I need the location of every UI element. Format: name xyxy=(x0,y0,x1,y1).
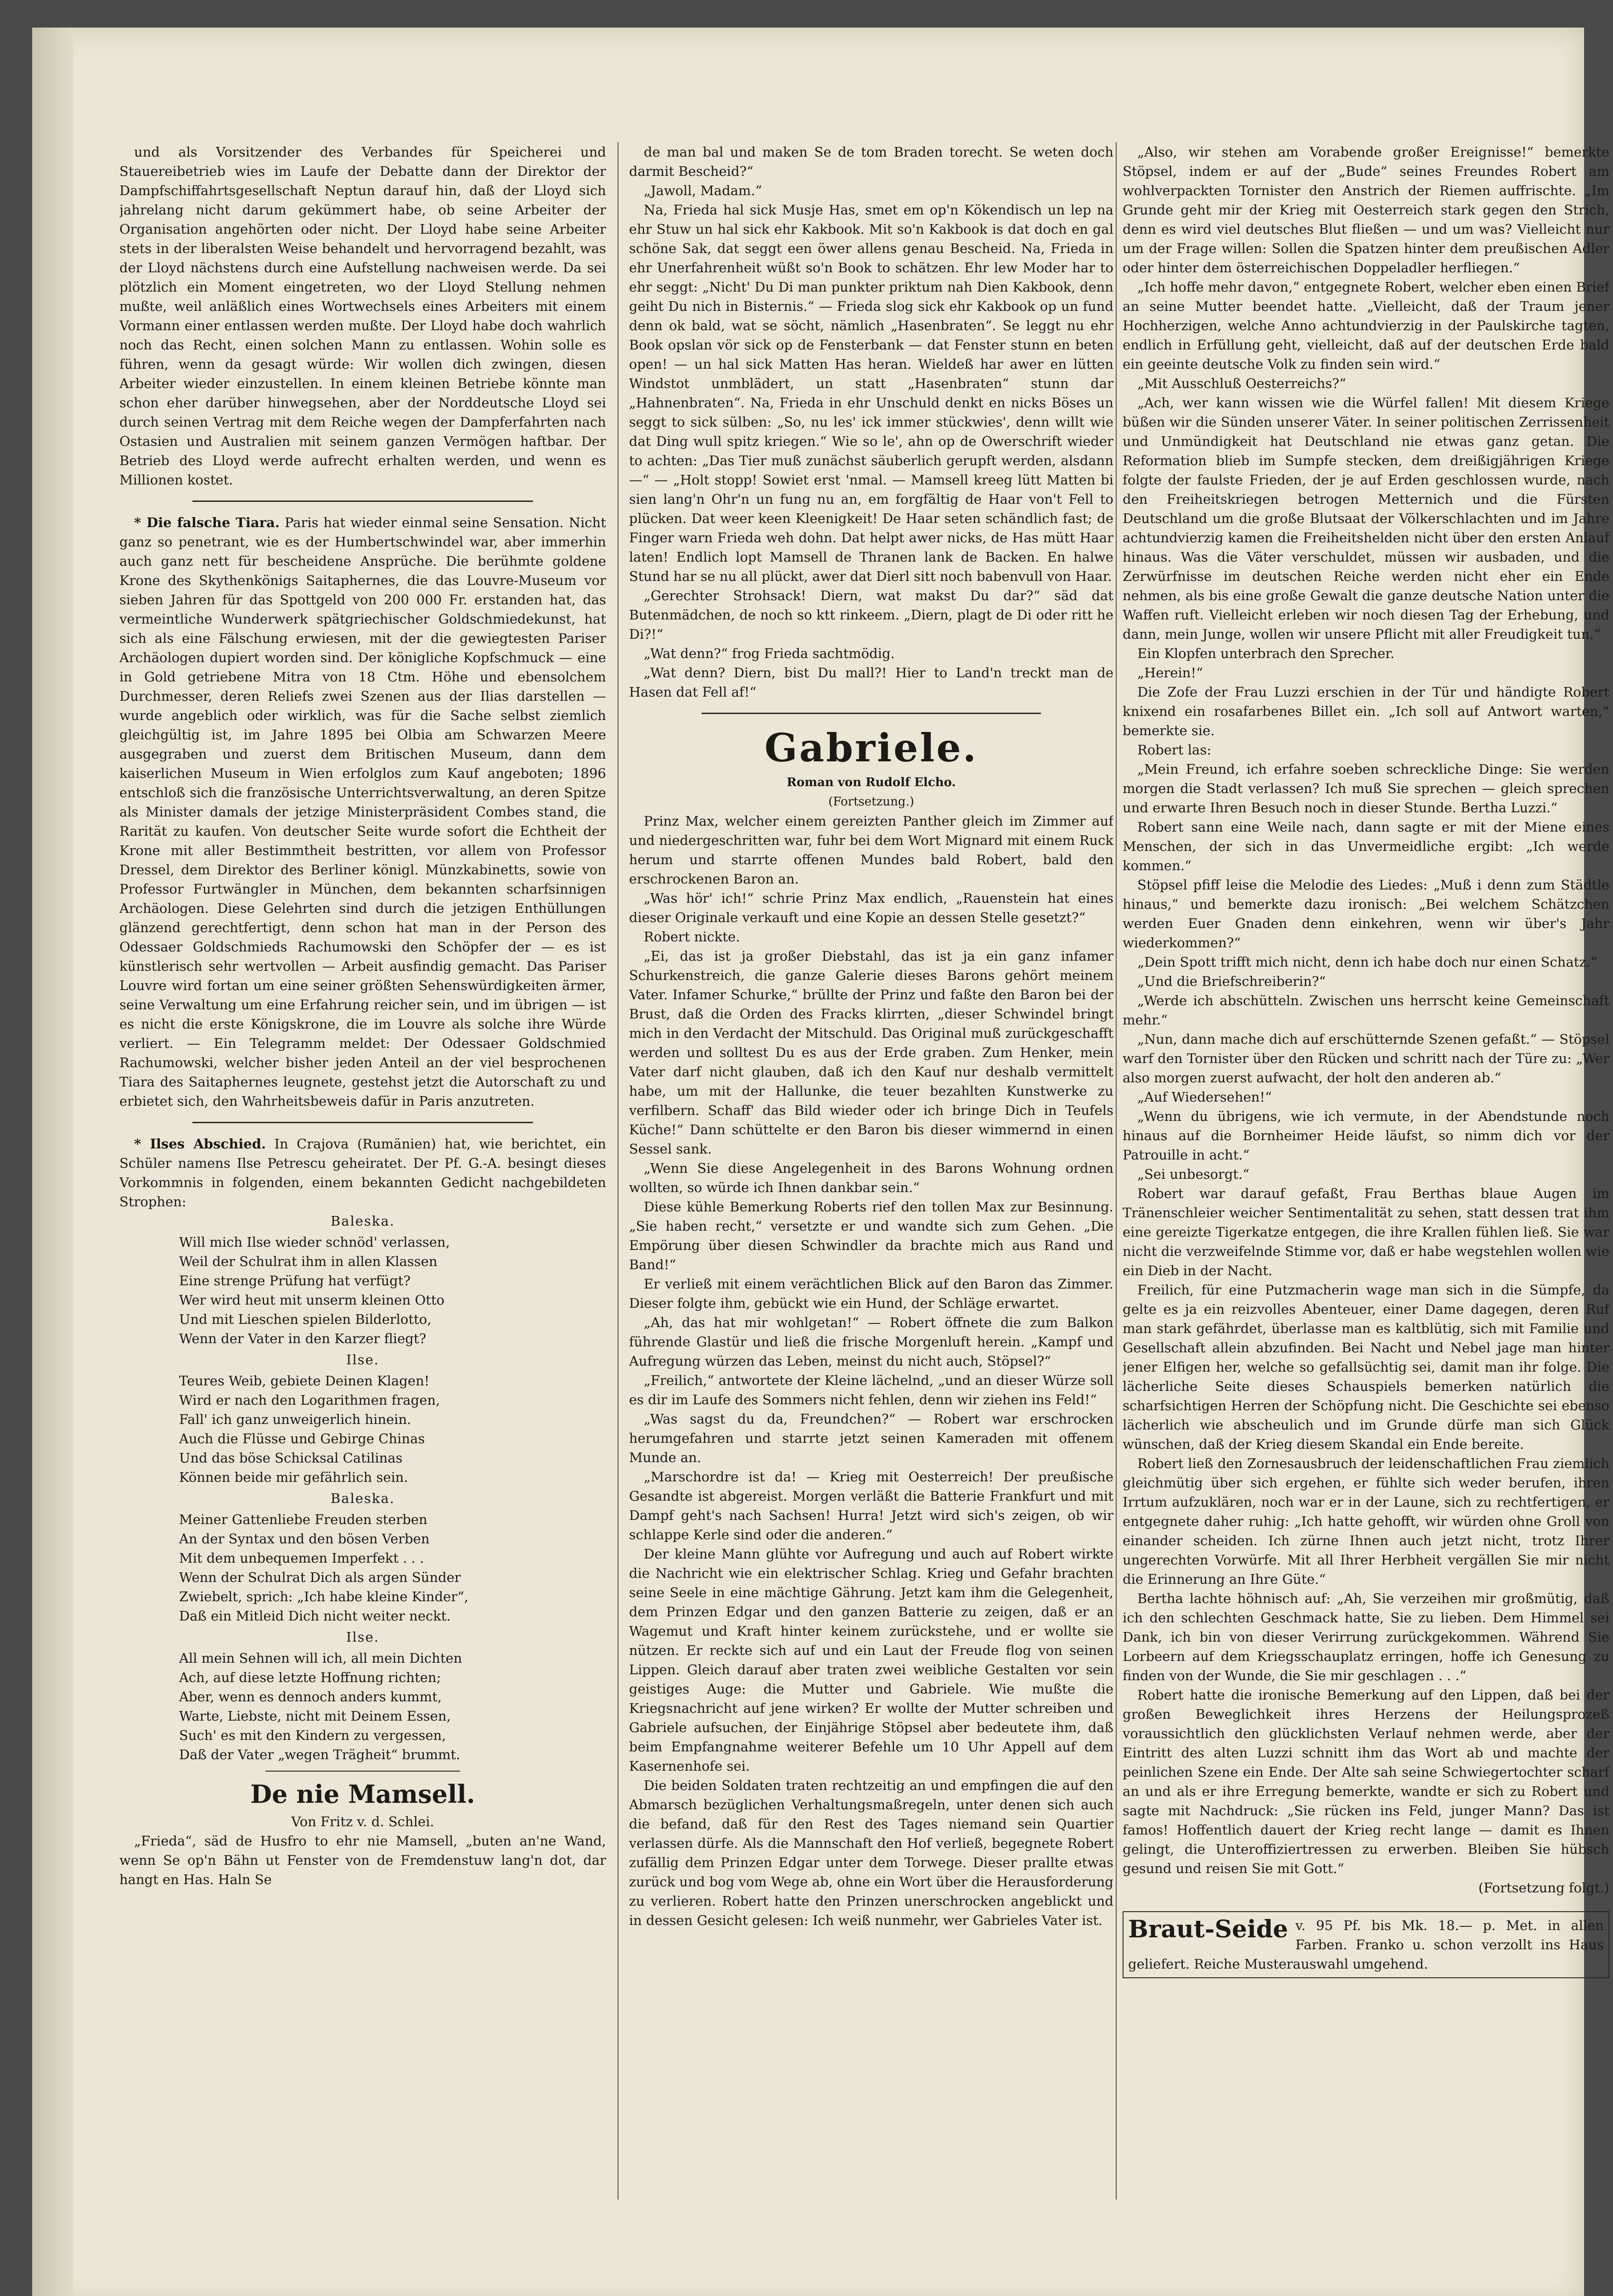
ilse-article xyxy=(119,1134,606,1211)
poem-stanza xyxy=(179,1371,606,1487)
mamsell-paragraph: „Jawoll, Madam.“ xyxy=(644,183,762,198)
gabriele-paragraph: Freilich, für eine Putzmacherin wage man sich in die Sümpfe, da gelte es ja ein reizvolles Abenteuer, einer Dame dagegen, deren Ruf man stark gefährdet, überlasse man es kaltblütig, sich mit Familie und Gesellschaft allein abzufinden. Bei Nacht und Nebel jage man hinter jener Elfigen her, welche so gefallsüchtig sei, damit man ihr folge. Die lächerliche Seite dieses Schauspiels bemerken natürlich die scharfsichtigen Herren der Schöpfung nicht. Die Geschichte sei ebenso lächerlich wie abscheulich und im Grunde dürfe man sich Glück wünschen, daß der Krieg diesem Skandal ein Ende bereite. xyxy=(1123,1282,1609,1452)
gabriele-paragraph: Robert nickte. xyxy=(644,929,740,945)
mamsell-paragraph: „Wat denn?“ frog Frieda sachtmödig. xyxy=(644,646,895,661)
gabriele-paragraph: „Also, wir stehen am Vorabende großer Ereignisse!“ bemerkte Stöpsel, indem er auf der „Bude“ seines Freundes Robert am wohlverpackten Tornister den Anstrich der Riemen auffrischte. „Im Grunde geht mir der Krieg mit Oesterreich stark gegen den Strich, denn es wird viel deutsches Blut fließen — und um was? Vielleicht nur um der Frage willen: Sollen die Spatzen hinter dem preußischen Adler oder hinter dem österreichischen Doppeladler herfliegen.“ xyxy=(1123,144,1609,276)
poem-line: All mein Sehnen will ich, all mein Dichten xyxy=(179,1650,462,1666)
poem-line: Wird er nach den Logarithmen fragen, xyxy=(179,1392,440,1408)
poem-line: Und das böse Schicksal Catilinas xyxy=(179,1450,403,1466)
gabriele-paragraph: „Werde ich abschütteln. Zwischen uns herrscht keine Gemeinschaft mehr.“ xyxy=(1123,993,1609,1028)
poem-line: Weil der Schulrat ihm in allen Klassen xyxy=(179,1254,438,1269)
mamsell-title: De nie Mamsell. xyxy=(250,1779,475,1809)
gabriele-paragraph: „Ich hoffe mehr davon,“ entgegnete Robert, welcher eben einen Brief an seine Mutter beendet hatte. „Vielleicht, daß der Traum jener Hochherzigen, welche Anno achtundvierzig in der Paulskirche tagten, endlich in Erfüllung geht, vielleicht, daß auf der deutschen Erde bald ein geeinte deutsche Volk zu finden sein wird.“ xyxy=(1123,279,1609,372)
poem-line: Wenn der Vater in den Karzer fliegt? xyxy=(179,1331,427,1346)
gabriele-paragraph: „Sei unbesorgt.“ xyxy=(1137,1166,1250,1182)
gabriele-title: Gabriele. xyxy=(764,725,978,771)
poem-speaker: Ilse. xyxy=(346,1352,379,1367)
divider xyxy=(192,501,533,502)
poem-line: Warte, Liebste, nicht mit Deinem Essen, xyxy=(179,1708,451,1724)
gabriele-paragraph: Robert hatte die ironische Bemerkung auf den Lippen, daß bei der großen Beweglichkeit ihres Herzens der Heilungsprozeß voraussichtlich den glücklichsten Verlauf nehmen werde, aber der Eintritt des alten Luzzi schnitt ihm das Wort ab und machte der peinlichen Szene ein Ende. Der Alte sah seine Schwiegertochter scharf an und als er ihre Erregung bemerkte, wandte er sich zu Robert und sagte mit Nachdruck: „Sie rücken ins Feld, junger Mann? Das ist famos! Hoffentlich dauert der Krieg recht lange — damit es Ihnen gelingt, die Unteroffiziertressen zu erwerben. Bleiben Sie hübsch gesund und reisen Sie mit Gott.“ xyxy=(1123,1687,1609,1876)
gabriele-paragraph: „Auf Wiedersehen!“ xyxy=(1137,1089,1272,1105)
gabriele-paragraph: „Ei, das ist ja großer Diebstahl, das ist ja ein ganz infamer Schurkenstreich, die ganze Galerie dieses Barons gehört meinem Vater. Infamer Schurke,“ brüllte der Prinz und faßte den Baron bei der Brust, daß die Orden des Fracks klirrten, „dieser Schwindel bringt mich in den Verdacht der Mitschuld. Das Original muß zurückgeschafft werden und solltest Du es aus der Erde graben. Zum Henker, mein Vater darf nicht glauben, daß ich den Kauf nur deshalb vermittelt habe, um mit der Hallunke, die teuer bezahlten Kunstwerke zu verfilbern. Schaff' das Bild wieder oder ich bringe Dich in Teufels Küche!“ Dann schüttelte er den Baron bis dieser wimmernd in einen Sessel sank. xyxy=(629,948,1113,1157)
poem-stanza xyxy=(179,1510,606,1626)
poem-line: Wer wird heut mit unserm kleinen Otto xyxy=(179,1292,445,1308)
poem-speaker: Baleska. xyxy=(330,1213,395,1229)
poem-line: Meiner Gattenliebe Freuden sterben xyxy=(179,1512,427,1527)
gabriele-paragraph: „Wenn Sie diese Angelegenheit in des Barons Wohnung ordnen wollten, so würde ich Ihnen dankbar sein.“ xyxy=(629,1160,1113,1195)
gabriele-paragraph: Der kleine Mann glühte vor Aufregung und auch auf Robert wirkte die Nachricht wie ein elektrischer Schlag. Krieg und Gefahr brachten seine Seele in eine mächtige Gährung. Jetzt kam ihm die Gelegenheit, dem Prinzen Edgar und den ganzen Batterie zu zeigen, daß er an Wagemut und Kraft hinter keinem zurückstehe, und er wollte sie nützen. Er reckte sich auf und ein Laut der Freude flog von seinen Lippen. Gleich darauf aber traten zwei weibliche Gestalten vor sein geistiges Auge: die Mutter und Gabriele. Wie mußte die Kriegsnachricht auf jene wirken? Er wollte der Mutter schreiben und Gabriele aufsuchen, der Einjährige Stöpsel aber bedeutete ihm, daß beim Empfangnahme weiterer Befehle um 10 Uhr Appell auf dem Kasernenhofe sei. xyxy=(629,1546,1113,1774)
gabriele-paragraph: Die Zofe der Frau Luzzi erschien in der Tür und händigte Robert knixend ein rosafarbenes Billet ein. „Ich soll auf Antwort warten,“ bemerkte sie. xyxy=(1123,684,1609,738)
gabriele-paragraph: „Ach, wer kann wissen wie die Würfel fallen! Mit diesem Kriege büßen wir die Sünden unserer Väter. In seiner politischen Zerrissenheit und Unmündigkeit hat Deutschland nie etwas ganz getan. Die Reformation blieb im Sumpfe stecken, dem dreißigjährigen Kriege folgte der faulste Frieden, der je auf Erden geschlossen wurde, nach den Freiheitskriegen betrogen Metternich und die Fürsten Deutschland um die große Blutsaat der Völkerschlachten und im Jahre achtundvierzig kamen die Freiheitshelden nicht über den ersten Anlauf hinaus. Was die Väter verschuldet, müssen wir ausbaden, und die Zerwürfnisse im deutschen Reiche werden nicht eher ein Ende nehmen, als bis eine große Gewalt die ganze deutsche Nation unter die Waffen ruft. Vielleicht erleben wir noch diesen Tag der Erhebung, und dann, mein Junge, wollen wir unsere Pflicht mit aller Freudigkeit tun.“ xyxy=(1123,395,1609,642)
column-rule xyxy=(1116,142,1117,2200)
gabriele-paragraph: Ein Klopfen unterbrach den Sprecher. xyxy=(1137,646,1395,661)
poem-line: Und mit Lieschen spielen Bilderlotto, xyxy=(179,1311,432,1327)
gabriele-paragraph: „Dein Spott trifft mich nicht, denn ich habe doch nur einen Schatz.“ xyxy=(1137,954,1597,970)
poem-line: Aber, wenn es dennoch anders kummt, xyxy=(179,1689,442,1705)
gabriele-paragraph: „Nun, dann mache dich auf erschütternde Szenen gefaßt.“ — Stöpsel warf den Tornister über den Rücken und schritt nach der Türe zu: „Wer also morgen zuerst aufwacht, der holt den anderen ab.“ xyxy=(1123,1031,1609,1086)
gabriele-paragraph: „Wenn du übrigens, wie ich vermute, in der Abendstunde noch hinaus auf die Bornheimer Heide läufst, so nimm dich vor der Patrouille in acht.“ xyxy=(1123,1109,1609,1163)
gabriele-paragraph: „Mein Freund, ich erfahre soeben schreckliche Dinge: Sie werden morgen die Stadt verlassen? Ich muß Sie sprechen — gleich sprechen und erwarte Ihren Besuch noch in dieser Stunde. Bertha Luzzi.“ xyxy=(1123,761,1609,816)
gabriele-paragraph: Die beiden Soldaten traten rechtzeitig an und empfingen die auf den Abmarsch bezüglichen Verhaltungsmaßregeln, unter denen sich auch die befand, daß für den Rest des Tages niemand sein Quartier verlassen dürfe. Als die Mannschaft den Hof verließ, begegnete Robert zufällig dem Prinzen Edgar unter dem Torwege. Dieser prallte etwas zurück und bog vom Wege ab, ohne ein Wort über die Herausforderung zu verlieren. Robert hatte den Prinzen unerschrocken angeblickt und in dessen Gesicht gelesen: Ich weiß nunmehr, wer Gabrieles Vater ist. xyxy=(629,1778,1113,1928)
gabriele-paragraph: Er verließ mit einem verächtlichen Blick auf den Baron das Zimmer. Dieser folgte ihm, gebückt wie ein Hund, der Schläge erwartet. xyxy=(629,1276,1113,1311)
column-middle xyxy=(629,142,1113,2200)
poem-stanza xyxy=(179,1232,606,1348)
lloyd-paragraph: und als Vorsitzender des Verbandes für Speicherei und Stauereibetrieb wies im Laufe der Debatte dann der Direktor der Dampfschiffahrtsgesellschaft Neptun darauf hin, daß der Lloyd sich jahrelang nicht darum gekümmert habe, ob seine Arbeiter der Organisation angehörten oder nicht. Der Lloyd habe seine Arbeiter stets in der liberalsten Weise behandelt und hervorragend bezahlt, was der Lloyd nächstens durch eine Aufstellung nachweisen werde. Da sei plötzlich ein Moment eingetreten, wo der Lloyd Stellung nehmen mußte, weil anläßlich eines Wortwechsels eines Arbeiters mit einem Vormann einer entlassen werden mußte. Der Lloyd habe doch wahrlich noch das Recht, einen solchen Mann zu entlassen. Wohin solle es führen, wenn da gesagt würde: Wir wollen dich zwingen, diesen Arbeiter wieder einzustellen. In einem kleinen Betriebe könnte man schon eher darüber hinwegsehen, aber der Norddeutsche Lloyd sei durch seinen Vertrag mit dem Reiche wegen der Dampferfahrten nach Ostasien und Australien mit seinem ganzen Vermögen haftbar. Der Betrieb des Lloyd werde aufrecht erhalten werden, und wenn es Millionen kostet. xyxy=(119,144,606,488)
poem-line: Auch die Flüsse und Gebirge Chinas xyxy=(179,1431,425,1446)
poem-line: An der Syntax und den bösen Verben xyxy=(179,1531,430,1547)
mamsell-paragraph: „Frieda“, säd de Husfro to ehr nie Mamsell, „buten an'ne Wand, wenn Se op'n Bähn ut Fenster von de Fremdenstuw lang'n dot, dar hangt en Has. Haln Se xyxy=(119,1833,606,1887)
tiara-heading: * Die falsche Tiara. xyxy=(134,515,280,530)
ad-brand: Braut-Seide xyxy=(1128,1915,1288,1943)
gabriele-paragraph: „Freilich,“ antwortete der Kleine lächelnd, „und an dieser Würze soll es dir im Laufe des Sommers nicht fehlen, denn wir ziehen ins Feld!“ xyxy=(629,1373,1113,1407)
newspaper-page xyxy=(32,28,1609,2296)
gabriele-paragraph: Robert war darauf gefaßt, Frau Berthas blaue Augen im Tränenschleier weicher Sentimentalität zu sehen, statt dessen trat ihm eine gereizte Tigerkatze entgegen, die ihre Krallen fühlen ließ. Sie war nicht die verzweifelnde Stimme vor, daß er habe wegstehlen wollen wie ein Dieb in der Nacht. xyxy=(1123,1186,1609,1278)
gabriele-paragraph: „Was hör' ich!“ schrie Prinz Max endlich, „Rauenstein hat eines dieser Originale verkauft und eine Kopie an dessen Stelle gesetzt?“ xyxy=(629,890,1113,925)
poem-line: Fall' ich ganz unweigerlich hinein. xyxy=(179,1412,411,1427)
tiara-text: Paris hat wieder einmal seine Sensation. Nicht ganz so penetrant, wie es der Humbertschwindel war, aber immerhin auch ganz nett für bescheidene Ansprüche. Die berühmte goldene Krone des Skythenkönigs Saitaphernes, die das Louvre-Museum vor sieben Jahren für das Spottgeld von 200 000 Fr. erstanden hat, das vermeintliche Wunderwerk spätgriechischer Goldschmiedekunst, hat sich als eine Fälschung erwiesen, mit der die gewiegtesten Pariser Archäologen dupiert worden sind. Der königliche Kopfschmuck — eine in Gold getriebene Mitra von 18 Ctm. Höhe und ebensolchem Durchmesser, deren Reliefs zwei Szenen aus der Ilias darstellen — wurde angeblich oder wirklich, was für die Sache selbst ziemlich gleichgültig ist, im Jahre 1895 bei Olbia am Schwarzen Meere ausgegraben und zuerst dem Britischen Museum, dann dem kaiserlichen Museum in Wien erfolglos zum Kauf angeboten; 1896 entschloß sich die französische Unterrichtsverwaltung, an deren Spitze als Minister damals der jetzige Ministerpräsident Combes stand, die Rarität zu kaufen. Von deutscher Seite wurde sofort die Echtheit der Krone mit aller Bestimmtheit bestritten, vor allem von Professor Dressel, dem Direktor des Berliner königl. Münzkabinetts, sowie von Professor Furtwängler in München, dem bekannten scharfsinnigen Archäologen. Diese Gelehrten sind durch die jetzigen Enthüllungen glänzend gerechtfertigt, denn schon hat man in der Person des Odessaer Goldschmieds Rachumowski den Schöpfer der — es ist künstlerisch sehr wertvollen — Arbeit ausfindig gemacht. Das Pariser Louvre wird fortan um eine seiner größten Sehenswürdigkeiten ärmer, seine Verwaltung um eine Erfahrung reicher sein, und im übrigen — ist es nicht die erste Königskrone, die im Louvre als solche ihre Würde verliert. — Ein Telegramm meldet: Der Odessaer Goldschmied Rachumowski, welcher bisher jeden Anteil an der viel besprochenen Tiara des Saitaphernes leugnete, gestehst jetzt die Autorschaft zu und erbietet sich, den Wahrheitsbeweis dafür in Paris anzutreten. xyxy=(119,515,606,1109)
gabriele-paragraph: Robert sann eine Weile nach, dann sagte er mit der Miene eines Menschen, der sich in das Unvermeidliche ergibt: „Ich werde kommen.“ xyxy=(1123,819,1609,873)
poem-line: Zwiebelt, sprich: „Ich habe kleine Kinder“, xyxy=(179,1589,469,1604)
gabriele-paragraph: „Mit Ausschluß Oesterreichs?“ xyxy=(1137,376,1346,391)
poem-stanza xyxy=(179,1649,606,1764)
gabriele-paragraph: Prinz Max, welcher einem gereizten Panther gleich im Zimmer auf und niedergeschritten war, fuhr bei dem Wort Mignard mit einem Ruck herum und starrte offenen Mundes bald Robert, bald den erschrockenen Baron an. xyxy=(629,813,1113,887)
gabriele-paragraph: Diese kühle Bemerkung Roberts rief den tollen Max zur Besinnung. „Sie haben recht,“ versetzte er und wandte sich zum Gehen. „Die Empörung über diesen Schwindler da brachte mich aus Rand und Band!“ xyxy=(629,1199,1113,1272)
binding-gutter xyxy=(32,28,73,2296)
mamsell-paragraph: de man bal und maken Se de tom Braden torecht. Se weten doch darmit Bescheid?“ xyxy=(629,144,1113,179)
ad-text: v. 95 Pf. bis Mk. 18.— p. Met. in allen Farben. Franko u. schon verzollt ins Haus geliefert. Reiche Musterauswahl umgehend. xyxy=(1128,1918,1604,1972)
gabriele-paragraph: „Marschordre ist da! — Krieg mit Oesterreich! Der preußische Gesandte ist abgereist. Morgen verläßt die Batterie Frankfurt und mit Dampf geht's nach Sachsen! Hurra! Jetzt wird sich's zeigen, ob wir schlappe Kerle sind oder die anderen.“ xyxy=(629,1469,1113,1542)
gabriele-author: Roman von Rudolf Elcho. xyxy=(787,776,956,789)
ilse-heading: * Ilses Abschied. xyxy=(134,1136,266,1152)
gabriele-paragraph: „Was sagst du da, Freundchen?“ — Robert war erschrocken herumgefahren und starrte jetzt seinen Kameraden mit offenem Munde an. xyxy=(629,1411,1113,1465)
poem-line: Eine strenge Prüfung hat verfügt? xyxy=(179,1273,411,1289)
mamsell-paragraph: Na, Frieda hal sick Musje Has, smet em op'n Kökendisch un lep na ehr Stuw un hal sick ehr Kakbook. Mit so'n Kakbook is dat doch en gal schöne Sak, dat seggt een öwer allens genau Bescheid. Na, Frieda in ehr Unerfahrenheit wüßt so'n Book to schätzen. Ehr lew Moder har to ehr seggt: „Nicht' Du Di man punkter priktum nah Dien Kakbook, denn geiht Du nich in Bisternis.“ — Frieda slog sick ehr Kakbook op un fund denn ok bald, wat se söcht, nämlich „Hasenbraten“. Se leggt nu ehr Book opslan vör sick op de Fensterbank — dat Fenster stunn en beten open! — un hal sick Matten Has heran. Wieldeß har awer en lütten Windstot unmblädert, un statt „Hasenbraten“ stunn dar „Hahnenbraten“. Na, Frieda in ehr Unschuld denkt en nicks Böses un seggt to sick sülben: „So, nu les' ick immer stückwies', denn willt wie dat Ding wull spitz kriegen.“ Wie so le', ahn op de Owerschrift wieder to achten: „Das Tier muß zunächst säuberlich gerupft werden, alsdann —“ — „Holt stopp! Sowiet erst 'nmal. — Mamsell kreeg lütt Matten bi sien lang'n Ohr'n un fung nu an, em forgfältig de Haar von't Fell to plücken. Dat weer keen Kleenigkeit! De Haar seten schändlich fast; de Finger warn Frieda weh dohn. Dat helpt awer nicks, de Has mütt Haar laten! Endlich lopt Mamsell de Thranen lank de Backen. En halwe Stund har se nu all plückt, awer dat Dierl sitt noch babenvull von Haar. xyxy=(629,202,1113,584)
braut-seide-ad xyxy=(1123,1911,1609,1978)
poem-line: Ach, auf diese letzte Hoffnung richten; xyxy=(179,1670,441,1685)
gabriele-paragraph: Robert las: xyxy=(1137,742,1211,758)
divider xyxy=(702,713,1041,714)
poem-line: Will mich Ilse wieder schnöd' verlassen, xyxy=(179,1234,450,1250)
ilse-text: In Crajova (Rumänien) hat, wie berichtet, ein Schüler namens Ilse Petrescu geheiratet. Der Pf. G.-A. besingt dieses Vorkommnis in folgenden, einem bekannten Gedicht nachgebildeten Strophen: xyxy=(119,1136,606,1210)
gabriele-paragraph: „Und die Briefschreiberin?“ xyxy=(1137,974,1326,989)
poem-line: Daß ein Mitleid Dich nicht weiter neckt. xyxy=(179,1608,451,1624)
gabriele-paragraph: Stöpsel pfiff leise die Melodie des Liedes: „Muß i denn zum Städtle hinaus,“ und bemerkte dazu ironisch: „Bei welchem Schätzchen werden Euer Gnaden denn einkehren, wenn wir über's Jahr wiederkommen?“ xyxy=(1123,877,1609,951)
divider xyxy=(265,1771,460,1772)
poem-line: Such' es mit den Kindern zu vergessen, xyxy=(179,1728,446,1743)
mamsell-paragraph: „Gerechter Strohsack! Diern, wat makst Du dar?“ säd dat Butenmädchen, de noch so ktt rinkeem. „Diern, plagt de Di oder ritt he Di?!“ xyxy=(629,588,1113,642)
poem-line: Können beide mir gefährlich sein. xyxy=(179,1469,408,1485)
continuation-note: (Fortsetzung folgt.) xyxy=(1478,1880,1609,1896)
mamsell-paragraph: „Wat denn? Diern, bist Du mall?! Hier to Land'n treckt man de Hasen dat Fell af!“ xyxy=(629,665,1113,700)
gabriele-continuation: (Fortsetzung.) xyxy=(828,795,914,809)
poem-line: Wenn der Schulrat Dich als argen Sünder xyxy=(179,1570,461,1585)
gabriele-paragraph: „Ah, das hat mir wohlgetan!“ — Robert öffnete die zum Balkon führende Glastür und ließ die frische Morgenluft herein. „Kampf und Aufregung würzen das Leben, meinst du nicht auch, Stöpsel?“ xyxy=(629,1315,1113,1369)
poem-line: Mit dem unbequemen Imperfekt . . . xyxy=(179,1550,424,1566)
poem-speaker: Ilse. xyxy=(346,1629,379,1645)
gabriele-paragraph: Robert ließ den Zornesausbruch der leidenschaftlichen Frau ziemlich gleichmütig über sich ergehen, er fühlte sich weder berufen, ihren Irrtum aufzuklären, noch war er in der Laune, sich zu rechtfertigen, er entgegnete daher ruhig: „Ich hatte gehofft, wir würden ohne Groll von einander scheiden. Ich zürne Ihnen auch jetzt nicht, trotz Ihrer ungerechten Vorwürfe. Mit all Ihrer Herbheit vergällen Sie mir nicht die Erinnerung an Ihre Güte.“ xyxy=(1123,1456,1609,1587)
gabriele-paragraph: Bertha lachte höhnisch auf: „Ah, Sie verzeihen mir großmütig, daß ich den schlechten Geschmack hatte, Sie zu lieben. Dem Himmel sei Dank, ich bin von dieser Verirrung zurückgekommen. Während Sie Lorbeern auf dem Kriegsschauplatz erringen, hoffe ich Genesung zu finden von der Wunde, die Sie mir geschlagen . . .“ xyxy=(1123,1591,1609,1683)
poem-speaker: Baleska. xyxy=(330,1491,395,1506)
column-right xyxy=(1123,142,1609,2200)
tiara-article xyxy=(119,513,606,1111)
poem-line: Daß der Vater „wegen Trägheit“ brummt. xyxy=(179,1747,461,1762)
divider xyxy=(192,1122,533,1123)
column-left xyxy=(119,142,606,2200)
poem-line: Teures Weib, gebiete Deinen Klagen! xyxy=(179,1373,430,1389)
mamsell-author: Von Fritz v. d. Schlei. xyxy=(291,1814,434,1829)
gabriele-paragraph: „Herein!“ xyxy=(1137,665,1203,681)
